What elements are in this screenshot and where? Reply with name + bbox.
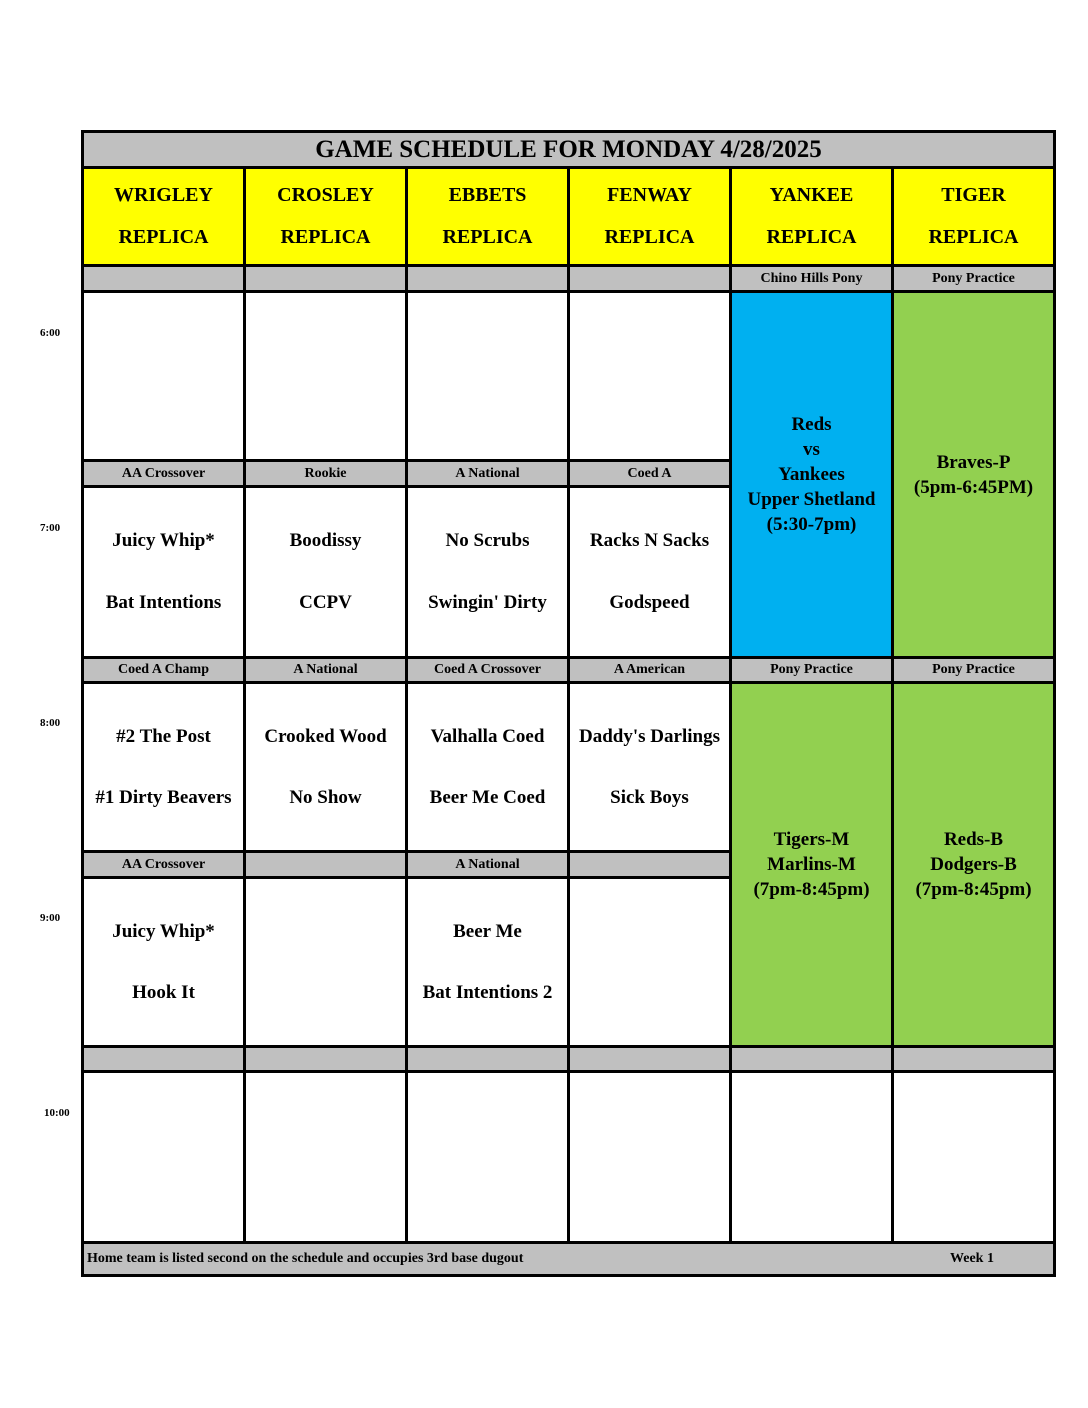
- spacer-cell: [570, 1048, 729, 1070]
- division-label: Rookie: [246, 462, 405, 485]
- yankee-early-block: [732, 293, 891, 656]
- time-column: [0, 0, 80, 1408]
- game-cell: [570, 684, 729, 850]
- division-label: Coed A Crossover: [408, 659, 567, 681]
- home-team: Bat Intentions: [105, 592, 222, 613]
- block-line: Tigers-M: [773, 829, 850, 850]
- field-header-wrigley: [84, 169, 243, 264]
- division-label: A National: [408, 853, 567, 876]
- time-label: 6:00: [40, 327, 61, 339]
- time-label: 9:00: [40, 912, 61, 924]
- empty-slot: [570, 293, 729, 459]
- field-name: FENWAY: [607, 184, 692, 207]
- home-team: Beer Me Coed: [429, 786, 546, 808]
- block-line: (5:30-7pm): [766, 514, 857, 535]
- block-line: Upper Shetland: [747, 489, 876, 510]
- field-header-tiger: [894, 169, 1053, 264]
- schedule-title: GAME SCHEDULE FOR MONDAY 4/28/2025: [84, 133, 1053, 166]
- field-header-yankee: [732, 169, 891, 264]
- game-cell: [246, 684, 405, 850]
- block-line: Reds: [791, 414, 832, 435]
- division-label: Pony Practice: [732, 659, 891, 681]
- empty-slot: [894, 1073, 1053, 1241]
- division-label: A National: [408, 462, 567, 485]
- field-name: EBBETS: [448, 184, 527, 207]
- field-sub: REPLICA: [280, 225, 371, 248]
- spacer-cell: [408, 1048, 567, 1070]
- field-name: YANKEE: [769, 184, 854, 207]
- block-line: Yankees: [778, 464, 845, 485]
- game-cell: [84, 684, 243, 850]
- block-line: vs: [803, 439, 820, 460]
- empty-slot: [84, 293, 243, 459]
- spacer-cell: [84, 1048, 243, 1070]
- yankee-late-block: [732, 684, 891, 1045]
- game-cell: [408, 684, 567, 850]
- home-team: Swingin' Dirty: [428, 592, 547, 613]
- division-label: Chino Hills Pony: [732, 267, 891, 290]
- tiger-late-block: [894, 684, 1053, 1045]
- empty-slot: [732, 1073, 891, 1241]
- block-line: Braves-P: [936, 451, 1011, 473]
- away-team: Juicy Whip*: [112, 530, 215, 551]
- division-label: Coed A: [570, 462, 729, 485]
- home-team: Hook It: [132, 981, 195, 1003]
- field-sub: REPLICA: [442, 225, 533, 248]
- block-line: (5pm-6:45PM): [913, 476, 1034, 498]
- away-team: Racks N Sacks: [589, 530, 710, 551]
- home-team: Sick Boys: [610, 786, 689, 808]
- block-line: Reds-B: [943, 829, 1004, 850]
- division-label: [246, 853, 405, 876]
- away-team: Juicy Whip*: [112, 920, 215, 942]
- away-team: No Scrubs: [445, 530, 530, 551]
- division-label: [570, 853, 729, 876]
- week-label: Week 1: [950, 1251, 994, 1266]
- home-team: No Show: [289, 786, 362, 808]
- division-label: [246, 267, 405, 290]
- division-label: [84, 267, 243, 290]
- empty-slot: [84, 1073, 243, 1241]
- time-label: 7:00: [40, 522, 61, 534]
- time-label: 10:00: [44, 1107, 70, 1119]
- home-team: CCPV: [299, 592, 352, 613]
- tiger-early-block: [894, 293, 1053, 656]
- away-team: Valhalla Coed: [430, 725, 545, 747]
- game-cell: [408, 488, 567, 656]
- empty-slot: [246, 1073, 405, 1241]
- division-label: A National: [246, 659, 405, 681]
- division-label: Pony Practice: [894, 659, 1053, 681]
- division-label: Pony Practice: [894, 267, 1053, 290]
- empty-slot: [246, 293, 405, 459]
- game-cell: [570, 488, 729, 656]
- schedule-table: [81, 130, 1056, 1277]
- division-label: Coed A Champ: [84, 659, 243, 681]
- away-team: Boodissy: [289, 530, 362, 551]
- home-team: Godspeed: [609, 592, 690, 613]
- field-name: WRIGLEY: [114, 184, 213, 207]
- spacer-cell: [894, 1048, 1053, 1070]
- spacer-cell: [732, 1048, 891, 1070]
- division-label: [570, 267, 729, 290]
- block-line: (7pm-8:45pm): [915, 879, 1032, 900]
- time-label: 8:00: [40, 717, 61, 729]
- spacer-cell: [246, 1048, 405, 1070]
- game-cell: [84, 879, 243, 1045]
- footer-note: Home team is listed second on the schedule and occupies 3rd base dugout: [87, 1251, 524, 1266]
- field-header-fenway: [570, 169, 729, 264]
- away-team: Beer Me: [453, 920, 522, 942]
- game-cell: [408, 879, 567, 1045]
- division-label: AA Crossover: [84, 853, 243, 876]
- away-team: Daddy's Darlings: [579, 725, 720, 747]
- game-cell: [246, 488, 405, 656]
- empty-slot: [408, 1073, 567, 1241]
- field-name: TIGER: [941, 184, 1006, 207]
- division-label: AA Crossover: [84, 462, 243, 485]
- home-team: #1 Dirty Beavers: [95, 786, 232, 808]
- game-cell: [570, 879, 729, 1045]
- field-header-crosley: [246, 169, 405, 264]
- field-sub: REPLICA: [118, 225, 209, 248]
- game-cell: [84, 488, 243, 656]
- division-label: A American: [570, 659, 729, 681]
- block-line: (7pm-8:45pm): [753, 879, 870, 900]
- away-team: Crooked Wood: [264, 725, 387, 747]
- away-team: #2 The Post: [116, 725, 211, 747]
- empty-slot: [408, 293, 567, 459]
- field-sub: REPLICA: [928, 225, 1019, 248]
- field-sub: REPLICA: [766, 225, 857, 248]
- footer: [84, 1244, 1053, 1274]
- field-name: CROSLEY: [277, 184, 374, 207]
- block-line: Marlins-M: [767, 854, 856, 875]
- field-sub: REPLICA: [604, 225, 695, 248]
- field-header-ebbets: [408, 169, 567, 264]
- division-label: [408, 267, 567, 290]
- home-team: Bat Intentions 2: [422, 981, 553, 1003]
- game-cell: [246, 879, 405, 1045]
- block-line: Dodgers-B: [930, 854, 1017, 875]
- empty-slot: [570, 1073, 729, 1241]
